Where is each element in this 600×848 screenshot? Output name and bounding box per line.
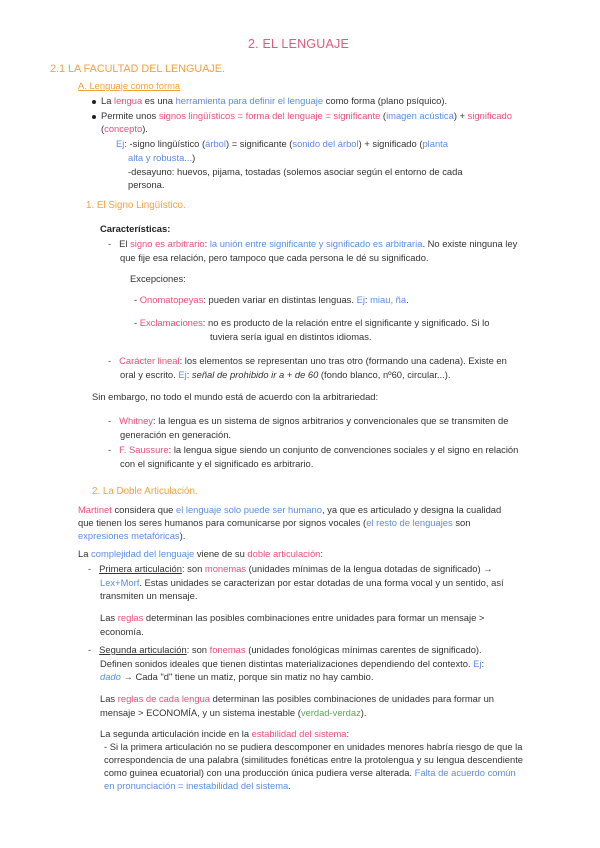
char-item-arbitrary: - El signo es arbitrario: la unión entre significante y significado es arbitraria. No existe ninguna ley [108, 238, 518, 249]
first-articulation-cont-1: Lex+Morf. Estas unidades se caracterizan por estar dotadas de una forma vocal y un sentido, así [100, 577, 504, 588]
bullet-icon [92, 100, 96, 104]
char-item-arbitrary-cont: que fije esa relación, pero tampoco que cada persona le dé su significado. [120, 252, 429, 263]
dash-icon: - [88, 644, 92, 655]
martinet-paragraph-cont-2: expresiones metafóricas). [78, 530, 186, 541]
rules-paragraph-1-cont: economía. [100, 626, 144, 637]
opinion-whitney-cont: generación en generación. [120, 429, 232, 440]
first-articulation-cont-2: transmiten un mensaje. [100, 590, 198, 601]
opinion-whitney: - Whitney: la lengua es un sistema de signos arbitrarios y convencionales que se transmiten de [108, 415, 509, 426]
page-title: 2. EL LENGUAJE [248, 37, 349, 51]
second-articulation-cont-1: Definen sonidos ideales que tienen distintas materializaciones dependiendo del contexto. Ej: [100, 658, 485, 669]
exception-exclamaciones: - Exclamaciones: no es producto de la relación entre el significante y significado. Si lo [134, 317, 490, 328]
example-line-2: -desayuno: huevos, pijama, tostadas (solemos asociar según el entorno de cada [128, 166, 463, 177]
rules-paragraph-2-cont: mensaje > ECONOMÍA, y un sistema inestable (verdad-verdaz). [100, 707, 367, 718]
bullet-item-2: Permite unos signos lingüísticos = forma del lenguaje = significante (imagen acústica) + significado [92, 109, 512, 122]
example-line-2-cont: persona. [128, 179, 165, 190]
dash-icon: - [108, 238, 112, 249]
dash-icon: - [108, 355, 112, 366]
second-articulation-cont-2: dado → Cada "d" tiene un matiz, porque sin matiz no hay cambio. [100, 671, 374, 682]
dash-icon: - [108, 415, 112, 426]
stability-line-3: como guinea ecuatorial) con una producción única pudiera verse alterada. Falta de acuerdo común [104, 767, 516, 778]
exception-exclamaciones-cont: tuviera sería igual en distintos idiomas. [210, 331, 372, 342]
dash-icon: - [88, 563, 92, 574]
section-heading-2: 2. La Doble Articulación. [92, 486, 198, 497]
example-line-1-cont: alta y robusta...) [128, 152, 196, 163]
however-paragraph: Sin embargo, no todo el mundo está de acuerdo con la arbitrariedad: [92, 391, 379, 402]
characteristics-heading: Características: [100, 223, 171, 234]
char-item-linear-cont: oral y escrito. Ej: señal de prohibido ir a + de 60 (fondo blanco, nº60, circular...). [120, 369, 451, 380]
stability-line-1: - Si la primera articulación no se pudiera descomponer en unidades menores habría riesgo de que la [104, 741, 523, 752]
stability-line-2: correspondencia de una palabra (similitudes fonéticas entre la protolengua y su lengua descendiente [104, 754, 524, 765]
complexity-paragraph: La complejidad del lenguaje viene de su doble articulación: [78, 548, 323, 559]
section-heading-2-1: 2.1 LA FACULTAD DEL LENGUAJE. [50, 63, 226, 75]
section-heading-1: 1. El Signo Lingüístico. [86, 200, 186, 211]
example-line-1: Ej: -signo lingüístico (árbol) = significante (sonido del árbol) + significado (planta [116, 138, 448, 149]
rules-paragraph-2: Las reglas de cada lengua determinan las posibles combinaciones de unidades para formar un [100, 693, 495, 704]
exception-onomatopeyas: - Onomatopeyas: pueden variar en distintas lenguas. Ej: miau, ña. [134, 294, 409, 305]
first-articulation: - Primera articulación: son monemas (unidades mínimas de la lengua dotadas de significado) → [88, 563, 493, 574]
bullet-item-1: La lengua es una herramienta para definir el lenguaje como forma (plano psíquico). [92, 94, 447, 107]
martinet-paragraph-cont-1: que tienen los seres humanos para comunicarse por signos vocales (el resto de lenguajes son [78, 517, 471, 528]
char-item-linear: - Carácter lineal: los elementos se representan uno tras otro (formando una cadena). Existe en [108, 355, 507, 366]
opinion-saussure: - F. Saussure: la lengua sigue siendo un conjunto de convenciones sociales y el signo en relación [108, 444, 519, 455]
opinion-saussure-cont: con el significante y el significado es arbitrario. [120, 458, 314, 469]
stability-line-4: en pronunciación = inestabilidad del sistema. [104, 780, 291, 791]
rules-paragraph-1: Las reglas determinan las posibles combinaciones entre unidades para formar un mensaje > [100, 612, 485, 623]
subsection-heading-a: A. Lenguaje como forma [78, 80, 181, 91]
exceptions-heading: Excepciones: [130, 273, 186, 284]
bullet-icon [92, 115, 96, 119]
dash-icon: - [108, 444, 112, 455]
martinet-paragraph: Martinet considera que el lenguaje solo puede ser humano, ya que es articulado y designa la cualidad [78, 504, 502, 515]
stability-paragraph: La segunda articulación incide en la estabilidad del sistema: [100, 728, 350, 739]
bullet-item-2-cont: (concepto). [101, 123, 148, 134]
second-articulation: - Segunda articulación: son fonemas (unidades fonológicas mínimas carentes de significado). [88, 644, 482, 655]
